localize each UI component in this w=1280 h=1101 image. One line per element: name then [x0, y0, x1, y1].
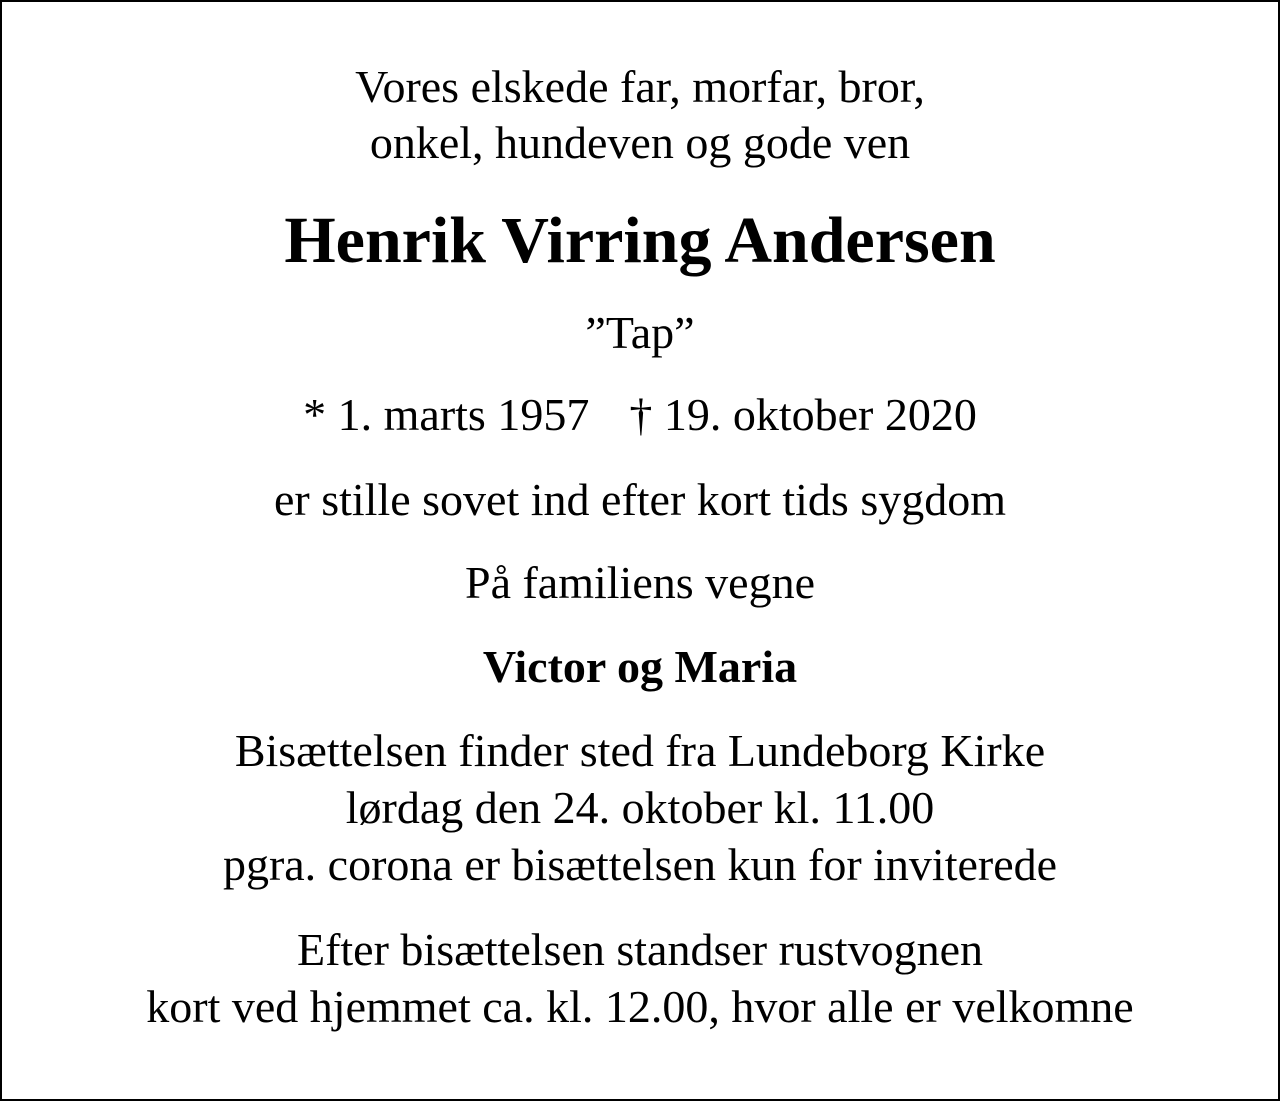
death-date: † 19. oktober 2020	[629, 389, 977, 440]
after-line-1: Efter bisættelsen standser rustvognen	[296, 924, 984, 975]
after-line-2: kort ved hjemmet ca. kl. 12.00, hvor alle er velkomne	[146, 981, 1134, 1032]
deceased-name: Henrik Virring Andersen	[284, 204, 996, 277]
signers: Victor og Maria	[482, 641, 798, 692]
birth-date: * 1. marts 1957	[303, 389, 590, 440]
nickname: ”Tap”	[585, 307, 695, 358]
intro-line-2: onkel, hundeven og gode ven	[369, 117, 911, 168]
passing-message: er stille sovet ind efter kort tids sygdom	[273, 474, 1007, 525]
funeral-line-3: pgra. corona er bisættelsen kun for inviterede	[222, 839, 1058, 890]
life-dates	[2, 389, 1278, 440]
on-behalf-line: På familiens vegne	[464, 557, 815, 608]
funeral-line-1: Bisættelsen finder sted fra Lundeborg Kirke	[234, 725, 1046, 776]
intro-line-1: Vores elskede far, morfar, bror,	[355, 61, 925, 112]
funeral-line-2: lørdag den 24. oktober kl. 11.00	[345, 782, 935, 833]
